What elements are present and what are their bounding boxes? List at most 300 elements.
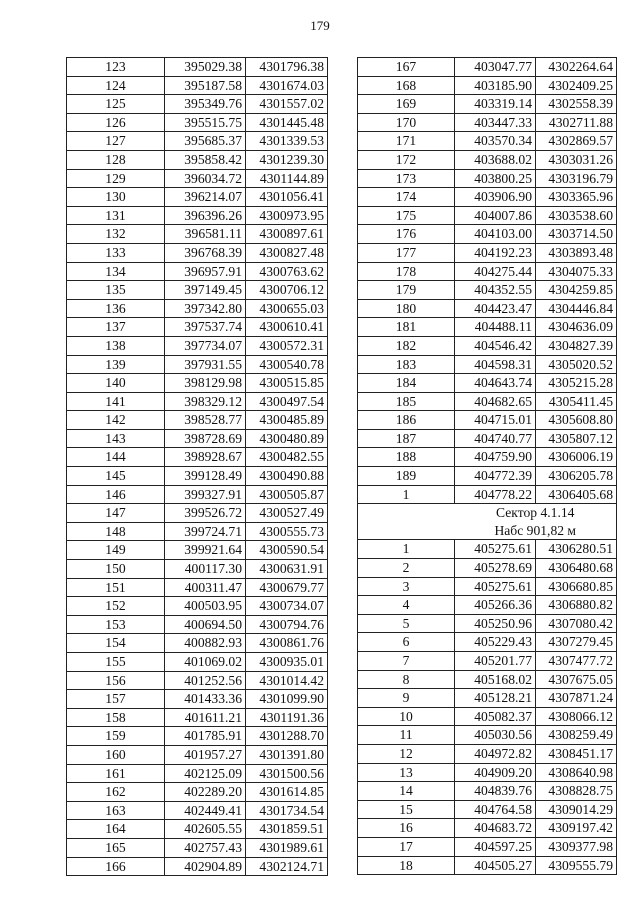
y-coordinate-cell: 4301144.89 bbox=[246, 169, 328, 188]
x-coordinate-cell: 403447.33 bbox=[455, 113, 536, 132]
sector-title: Сектор 4.1.14 bbox=[455, 504, 617, 522]
y-coordinate-cell: 4303196.79 bbox=[536, 169, 617, 188]
y-coordinate-cell: 4300485.89 bbox=[246, 411, 328, 430]
y-coordinate-cell: 4306205.78 bbox=[536, 467, 617, 486]
y-coordinate-cell: 4300897.61 bbox=[246, 225, 328, 244]
x-coordinate-cell: 401611.21 bbox=[165, 708, 246, 727]
y-coordinate-cell: 4301500.56 bbox=[246, 764, 328, 783]
point-number-cell: 135 bbox=[67, 281, 165, 300]
y-coordinate-cell: 4300490.88 bbox=[246, 467, 328, 486]
point-number-cell: 145 bbox=[67, 467, 165, 486]
table-row bbox=[67, 169, 328, 188]
table-row bbox=[67, 801, 328, 820]
table-row bbox=[67, 336, 328, 355]
point-number-cell: 155 bbox=[67, 653, 165, 672]
x-coordinate-cell: 403319.14 bbox=[455, 95, 536, 114]
point-number-cell: 162 bbox=[67, 783, 165, 802]
point-number-cell: 170 bbox=[358, 113, 455, 132]
y-coordinate-cell: 4301989.61 bbox=[246, 838, 328, 857]
x-coordinate-cell: 404103.00 bbox=[455, 225, 536, 244]
table-row bbox=[358, 392, 617, 411]
x-coordinate-cell: 404682.65 bbox=[455, 392, 536, 411]
table-row bbox=[358, 169, 617, 188]
table-row bbox=[67, 671, 328, 690]
x-coordinate-cell: 397931.55 bbox=[165, 355, 246, 374]
y-coordinate-cell: 4301239.30 bbox=[246, 150, 328, 169]
point-number-cell: 167 bbox=[358, 58, 455, 77]
table-row bbox=[358, 299, 617, 318]
point-number-cell: 163 bbox=[67, 801, 165, 820]
point-number-cell: 5 bbox=[358, 614, 455, 633]
x-coordinate-cell: 402449.41 bbox=[165, 801, 246, 820]
table-row bbox=[358, 318, 617, 337]
y-coordinate-cell: 4306006.19 bbox=[536, 448, 617, 467]
page-number: 179 bbox=[310, 18, 330, 33]
table-row bbox=[358, 95, 617, 114]
y-coordinate-cell: 4308451.17 bbox=[536, 744, 617, 763]
point-number-cell: 136 bbox=[67, 299, 165, 318]
x-coordinate-cell: 403047.77 bbox=[455, 58, 536, 77]
table-row bbox=[67, 653, 328, 672]
y-coordinate-cell: 4301734.54 bbox=[246, 801, 328, 820]
y-coordinate-cell: 4305411.45 bbox=[536, 392, 617, 411]
y-coordinate-cell: 4306405.68 bbox=[536, 485, 617, 504]
table-row bbox=[358, 76, 617, 95]
y-coordinate-cell: 4309377.98 bbox=[536, 837, 617, 856]
x-coordinate-cell: 401252.56 bbox=[165, 671, 246, 690]
coordinates-table-left bbox=[66, 57, 328, 876]
y-coordinate-cell: 4303365.96 bbox=[536, 188, 617, 207]
x-coordinate-cell: 396581.11 bbox=[165, 225, 246, 244]
table-row bbox=[67, 95, 328, 114]
y-coordinate-cell: 4306280.51 bbox=[536, 540, 617, 559]
x-coordinate-cell: 405082.37 bbox=[455, 707, 536, 726]
table-row bbox=[67, 615, 328, 634]
x-coordinate-cell: 396957.91 bbox=[165, 262, 246, 281]
point-number-cell: 133 bbox=[67, 243, 165, 262]
point-number-cell: 151 bbox=[67, 578, 165, 597]
x-coordinate-cell: 404546.42 bbox=[455, 336, 536, 355]
point-number-cell: 157 bbox=[67, 690, 165, 709]
x-coordinate-cell: 400503.95 bbox=[165, 597, 246, 616]
point-number-cell: 125 bbox=[67, 95, 165, 114]
x-coordinate-cell: 398928.67 bbox=[165, 448, 246, 467]
table-row bbox=[67, 448, 328, 467]
y-coordinate-cell: 4304827.39 bbox=[536, 336, 617, 355]
table-row bbox=[67, 727, 328, 746]
x-coordinate-cell: 399526.72 bbox=[165, 504, 246, 523]
y-coordinate-cell: 4303538.60 bbox=[536, 206, 617, 225]
table-row bbox=[358, 355, 617, 374]
table-row bbox=[67, 838, 328, 857]
table-row bbox=[358, 800, 617, 819]
table-row bbox=[358, 485, 617, 504]
y-coordinate-cell: 4300655.03 bbox=[246, 299, 328, 318]
x-coordinate-cell: 403688.02 bbox=[455, 150, 536, 169]
point-number-cell: 128 bbox=[67, 150, 165, 169]
y-coordinate-cell: 4300734.07 bbox=[246, 597, 328, 616]
x-coordinate-cell: 397734.07 bbox=[165, 336, 246, 355]
y-coordinate-cell: 4301339.53 bbox=[246, 132, 328, 151]
y-coordinate-cell: 4302264.64 bbox=[536, 58, 617, 77]
table-row bbox=[67, 392, 328, 411]
y-coordinate-cell: 4308828.75 bbox=[536, 782, 617, 801]
y-coordinate-cell: 4308640.98 bbox=[536, 763, 617, 782]
table-row bbox=[67, 708, 328, 727]
table-row bbox=[358, 614, 617, 633]
x-coordinate-cell: 405266.36 bbox=[455, 596, 536, 615]
y-coordinate-cell: 4300610.41 bbox=[246, 318, 328, 337]
point-number-cell: 173 bbox=[358, 169, 455, 188]
x-coordinate-cell: 405278.69 bbox=[455, 559, 536, 578]
coordinates-table-right bbox=[357, 57, 617, 875]
table-row bbox=[67, 318, 328, 337]
table-row bbox=[67, 764, 328, 783]
point-number-cell: 154 bbox=[67, 634, 165, 653]
x-coordinate-cell: 402125.09 bbox=[165, 764, 246, 783]
table-row bbox=[358, 819, 617, 838]
point-number-cell: 148 bbox=[67, 522, 165, 541]
table-row bbox=[358, 633, 617, 652]
y-coordinate-cell: 4302124.71 bbox=[246, 857, 328, 876]
table-row bbox=[67, 411, 328, 430]
point-number-cell: 10 bbox=[358, 707, 455, 726]
y-coordinate-cell: 4301191.36 bbox=[246, 708, 328, 727]
table-row bbox=[67, 857, 328, 876]
x-coordinate-cell: 399724.71 bbox=[165, 522, 246, 541]
point-number-cell: 153 bbox=[67, 615, 165, 634]
y-coordinate-cell: 4304075.33 bbox=[536, 262, 617, 281]
x-coordinate-cell: 404909.20 bbox=[455, 763, 536, 782]
table-row bbox=[67, 58, 328, 77]
x-coordinate-cell: 405250.96 bbox=[455, 614, 536, 633]
x-coordinate-cell: 402904.89 bbox=[165, 857, 246, 876]
table-row bbox=[358, 411, 617, 430]
sector-subtitle: Набс 901,82 м bbox=[455, 522, 617, 540]
point-number-cell: 174 bbox=[358, 188, 455, 207]
y-coordinate-cell: 4305608.80 bbox=[536, 411, 617, 430]
x-coordinate-cell: 405030.56 bbox=[455, 726, 536, 745]
x-coordinate-cell: 396034.72 bbox=[165, 169, 246, 188]
y-coordinate-cell: 4303031.26 bbox=[536, 150, 617, 169]
table-row bbox=[358, 652, 617, 671]
x-coordinate-cell: 405128.21 bbox=[455, 689, 536, 708]
y-coordinate-cell: 4301674.03 bbox=[246, 76, 328, 95]
point-number-cell: 6 bbox=[358, 633, 455, 652]
y-coordinate-cell: 4306680.85 bbox=[536, 577, 617, 596]
x-coordinate-cell: 399327.91 bbox=[165, 485, 246, 504]
table-row bbox=[358, 188, 617, 207]
point-number-cell: 146 bbox=[67, 485, 165, 504]
point-number-cell: 184 bbox=[358, 374, 455, 393]
x-coordinate-cell: 404643.74 bbox=[455, 374, 536, 393]
point-number-cell: 9 bbox=[358, 689, 455, 708]
y-coordinate-cell: 4307477.72 bbox=[536, 652, 617, 671]
y-coordinate-cell: 4300679.77 bbox=[246, 578, 328, 597]
x-coordinate-cell: 403185.90 bbox=[455, 76, 536, 95]
point-number-cell: 172 bbox=[358, 150, 455, 169]
point-number-cell: 130 bbox=[67, 188, 165, 207]
point-number-cell: 144 bbox=[67, 448, 165, 467]
point-number-cell: 13 bbox=[358, 763, 455, 782]
y-coordinate-cell: 4306880.82 bbox=[536, 596, 617, 615]
x-coordinate-cell: 405275.61 bbox=[455, 577, 536, 596]
sector-header-row bbox=[358, 504, 617, 522]
x-coordinate-cell: 402757.43 bbox=[165, 838, 246, 857]
point-number-cell: 8 bbox=[358, 670, 455, 689]
point-number-cell: 132 bbox=[67, 225, 165, 244]
x-coordinate-cell: 395858.42 bbox=[165, 150, 246, 169]
x-coordinate-cell: 401069.02 bbox=[165, 653, 246, 672]
x-coordinate-cell: 404683.72 bbox=[455, 819, 536, 838]
x-coordinate-cell: 398528.77 bbox=[165, 411, 246, 430]
point-number-cell: 123 bbox=[67, 58, 165, 77]
point-number-cell: 168 bbox=[358, 76, 455, 95]
table-row bbox=[67, 745, 328, 764]
x-coordinate-cell: 402289.20 bbox=[165, 783, 246, 802]
point-number-cell: 156 bbox=[67, 671, 165, 690]
y-coordinate-cell: 4304636.09 bbox=[536, 318, 617, 337]
y-coordinate-cell: 4300527.49 bbox=[246, 504, 328, 523]
sector-header-row bbox=[358, 522, 617, 540]
x-coordinate-cell: 396396.26 bbox=[165, 206, 246, 225]
y-coordinate-cell: 4300540.78 bbox=[246, 355, 328, 374]
x-coordinate-cell: 399128.49 bbox=[165, 467, 246, 486]
x-coordinate-cell: 398129.98 bbox=[165, 374, 246, 393]
x-coordinate-cell: 404488.11 bbox=[455, 318, 536, 337]
table-row bbox=[358, 744, 617, 763]
table-row bbox=[67, 783, 328, 802]
point-number-cell: 11 bbox=[358, 726, 455, 745]
point-number-cell: 149 bbox=[67, 541, 165, 560]
table-row bbox=[67, 467, 328, 486]
y-coordinate-cell: 4304446.84 bbox=[536, 299, 617, 318]
table-row bbox=[358, 763, 617, 782]
point-number-cell: 15 bbox=[358, 800, 455, 819]
x-coordinate-cell: 404598.31 bbox=[455, 355, 536, 374]
empty-cell bbox=[358, 522, 455, 540]
y-coordinate-cell: 4302409.25 bbox=[536, 76, 617, 95]
x-coordinate-cell: 395515.75 bbox=[165, 113, 246, 132]
x-coordinate-cell: 401433.36 bbox=[165, 690, 246, 709]
x-coordinate-cell: 405229.43 bbox=[455, 633, 536, 652]
x-coordinate-cell: 398329.12 bbox=[165, 392, 246, 411]
x-coordinate-cell: 403800.25 bbox=[455, 169, 536, 188]
point-number-cell: 176 bbox=[358, 225, 455, 244]
table-row bbox=[67, 299, 328, 318]
y-coordinate-cell: 4300480.89 bbox=[246, 429, 328, 448]
x-coordinate-cell: 404778.22 bbox=[455, 485, 536, 504]
table-row bbox=[67, 820, 328, 839]
point-number-cell: 179 bbox=[358, 281, 455, 300]
y-coordinate-cell: 4303893.48 bbox=[536, 243, 617, 262]
y-coordinate-cell: 4300706.12 bbox=[246, 281, 328, 300]
point-number-cell: 185 bbox=[358, 392, 455, 411]
y-coordinate-cell: 4309014.29 bbox=[536, 800, 617, 819]
point-number-cell: 127 bbox=[67, 132, 165, 151]
point-number-cell: 126 bbox=[67, 113, 165, 132]
point-number-cell: 187 bbox=[358, 429, 455, 448]
point-number-cell: 124 bbox=[67, 76, 165, 95]
x-coordinate-cell: 398728.69 bbox=[165, 429, 246, 448]
point-number-cell: 161 bbox=[67, 764, 165, 783]
y-coordinate-cell: 4309555.79 bbox=[536, 856, 617, 875]
x-coordinate-cell: 396768.39 bbox=[165, 243, 246, 262]
y-coordinate-cell: 4304259.85 bbox=[536, 281, 617, 300]
table-row bbox=[358, 206, 617, 225]
x-coordinate-cell: 403906.90 bbox=[455, 188, 536, 207]
point-number-cell: 171 bbox=[358, 132, 455, 151]
point-number-cell: 17 bbox=[358, 837, 455, 856]
table-row bbox=[67, 374, 328, 393]
x-coordinate-cell: 400694.50 bbox=[165, 615, 246, 634]
y-coordinate-cell: 4303714.50 bbox=[536, 225, 617, 244]
table-row bbox=[358, 559, 617, 578]
table-row bbox=[358, 336, 617, 355]
table-row bbox=[67, 225, 328, 244]
point-number-cell: 186 bbox=[358, 411, 455, 430]
point-number-cell: 1 bbox=[358, 540, 455, 559]
x-coordinate-cell: 399921.64 bbox=[165, 541, 246, 560]
table-row bbox=[67, 188, 328, 207]
table-row bbox=[358, 837, 617, 856]
point-number-cell: 134 bbox=[67, 262, 165, 281]
point-number-cell: 160 bbox=[67, 745, 165, 764]
y-coordinate-cell: 4301288.70 bbox=[246, 727, 328, 746]
y-coordinate-cell: 4300763.62 bbox=[246, 262, 328, 281]
x-coordinate-cell: 395187.58 bbox=[165, 76, 246, 95]
y-coordinate-cell: 4301099.90 bbox=[246, 690, 328, 709]
y-coordinate-cell: 4300827.48 bbox=[246, 243, 328, 262]
y-coordinate-cell: 4300572.31 bbox=[246, 336, 328, 355]
table-row bbox=[67, 113, 328, 132]
y-coordinate-cell: 4307279.45 bbox=[536, 633, 617, 652]
x-coordinate-cell: 404275.44 bbox=[455, 262, 536, 281]
y-coordinate-cell: 4305807.12 bbox=[536, 429, 617, 448]
x-coordinate-cell: 401785.91 bbox=[165, 727, 246, 746]
point-number-cell: 175 bbox=[358, 206, 455, 225]
y-coordinate-cell: 4301391.80 bbox=[246, 745, 328, 764]
x-coordinate-cell: 404839.76 bbox=[455, 782, 536, 801]
table-row bbox=[67, 262, 328, 281]
point-number-cell: 150 bbox=[67, 560, 165, 579]
point-number-cell: 14 bbox=[358, 782, 455, 801]
y-coordinate-cell: 4301859.51 bbox=[246, 820, 328, 839]
point-number-cell: 147 bbox=[67, 504, 165, 523]
x-coordinate-cell: 397537.74 bbox=[165, 318, 246, 337]
point-number-cell: 169 bbox=[358, 95, 455, 114]
table-row bbox=[358, 726, 617, 745]
y-coordinate-cell: 4300590.54 bbox=[246, 541, 328, 560]
y-coordinate-cell: 4308259.49 bbox=[536, 726, 617, 745]
point-number-cell: 178 bbox=[358, 262, 455, 281]
point-number-cell: 140 bbox=[67, 374, 165, 393]
table-row bbox=[358, 670, 617, 689]
table-row bbox=[358, 281, 617, 300]
point-number-cell: 142 bbox=[67, 411, 165, 430]
y-coordinate-cell: 4301056.41 bbox=[246, 188, 328, 207]
y-coordinate-cell: 4309197.42 bbox=[536, 819, 617, 838]
x-coordinate-cell: 404772.39 bbox=[455, 467, 536, 486]
x-coordinate-cell: 404715.01 bbox=[455, 411, 536, 430]
table-row bbox=[67, 634, 328, 653]
point-number-cell: 129 bbox=[67, 169, 165, 188]
x-coordinate-cell: 405201.77 bbox=[455, 652, 536, 671]
table-row bbox=[67, 690, 328, 709]
point-number-cell: 182 bbox=[358, 336, 455, 355]
point-number-cell: 3 bbox=[358, 577, 455, 596]
point-number-cell: 4 bbox=[358, 596, 455, 615]
table-row bbox=[358, 132, 617, 151]
point-number-cell: 158 bbox=[67, 708, 165, 727]
table-row bbox=[358, 540, 617, 559]
point-number-cell: 12 bbox=[358, 744, 455, 763]
x-coordinate-cell: 397342.80 bbox=[165, 299, 246, 318]
x-coordinate-cell: 402605.55 bbox=[165, 820, 246, 839]
table-row bbox=[67, 132, 328, 151]
table-row bbox=[67, 243, 328, 262]
table-row bbox=[67, 504, 328, 523]
x-coordinate-cell: 404972.82 bbox=[455, 744, 536, 763]
x-coordinate-cell: 400311.47 bbox=[165, 578, 246, 597]
y-coordinate-cell: 4305020.52 bbox=[536, 355, 617, 374]
point-number-cell: 138 bbox=[67, 336, 165, 355]
point-number-cell: 164 bbox=[67, 820, 165, 839]
x-coordinate-cell: 404007.86 bbox=[455, 206, 536, 225]
y-coordinate-cell: 4308066.12 bbox=[536, 707, 617, 726]
table-row bbox=[67, 578, 328, 597]
table-row bbox=[358, 150, 617, 169]
y-coordinate-cell: 4300973.95 bbox=[246, 206, 328, 225]
y-coordinate-cell: 4301557.02 bbox=[246, 95, 328, 114]
table-row bbox=[358, 243, 617, 262]
table-row bbox=[67, 206, 328, 225]
table-row bbox=[67, 76, 328, 95]
y-coordinate-cell: 4302558.39 bbox=[536, 95, 617, 114]
table-row bbox=[67, 522, 328, 541]
table-row bbox=[67, 281, 328, 300]
x-coordinate-cell: 403570.34 bbox=[455, 132, 536, 151]
y-coordinate-cell: 4300631.91 bbox=[246, 560, 328, 579]
x-coordinate-cell: 400117.30 bbox=[165, 560, 246, 579]
y-coordinate-cell: 4300515.85 bbox=[246, 374, 328, 393]
table-row bbox=[358, 58, 617, 77]
point-number-cell: 7 bbox=[358, 652, 455, 671]
x-coordinate-cell: 396214.07 bbox=[165, 188, 246, 207]
y-coordinate-cell: 4301445.48 bbox=[246, 113, 328, 132]
point-number-cell: 188 bbox=[358, 448, 455, 467]
y-coordinate-cell: 4302711.88 bbox=[536, 113, 617, 132]
y-coordinate-cell: 4307871.24 bbox=[536, 689, 617, 708]
table-row bbox=[358, 374, 617, 393]
table-row bbox=[358, 596, 617, 615]
table-row bbox=[358, 689, 617, 708]
x-coordinate-cell: 404740.77 bbox=[455, 429, 536, 448]
y-coordinate-cell: 4302869.57 bbox=[536, 132, 617, 151]
x-coordinate-cell: 395349.76 bbox=[165, 95, 246, 114]
point-number-cell: 177 bbox=[358, 243, 455, 262]
x-coordinate-cell: 401957.27 bbox=[165, 745, 246, 764]
table-row bbox=[67, 150, 328, 169]
table-row bbox=[358, 707, 617, 726]
y-coordinate-cell: 4300482.55 bbox=[246, 448, 328, 467]
x-coordinate-cell: 400882.93 bbox=[165, 634, 246, 653]
y-coordinate-cell: 4305215.28 bbox=[536, 374, 617, 393]
point-number-cell: 181 bbox=[358, 318, 455, 337]
y-coordinate-cell: 4300861.76 bbox=[246, 634, 328, 653]
point-number-cell: 165 bbox=[67, 838, 165, 857]
x-coordinate-cell: 404759.90 bbox=[455, 448, 536, 467]
